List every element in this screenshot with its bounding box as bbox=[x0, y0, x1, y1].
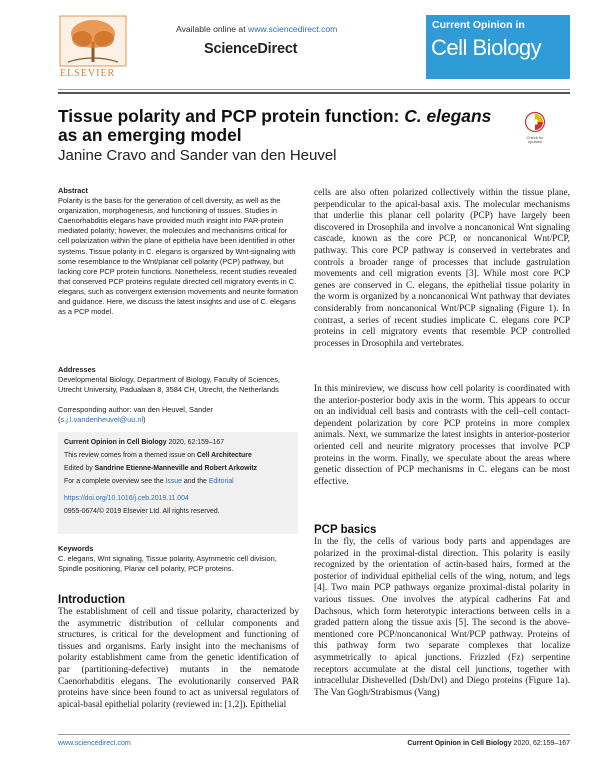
article-title bbox=[58, 107, 508, 145]
header-divider-bottom bbox=[58, 92, 570, 94]
right-paragraph-1 bbox=[314, 188, 570, 350]
pcp-basics-heading: PCP basics bbox=[314, 524, 377, 536]
available-online-line bbox=[176, 24, 337, 34]
title-part-c: as an emerging model bbox=[58, 125, 242, 145]
abstract-section bbox=[58, 186, 298, 317]
citation-journal: Current Opinion in Cell Biology bbox=[64, 439, 167, 446]
right-paragraph-2 bbox=[314, 384, 570, 488]
citation-line bbox=[64, 436, 294, 449]
right-text-1: cells are also often polarized collectively within the tissue plane, perpendicular to the apical-basal axis. The molecular mechanisms that underlie this planar cell polarity (PCP) have largely been discovered in Drosophila and involve a noncanonical Wnt signaling cascade, known as the core PCP, or noncanonical Wnt/PCP, pathway. This core PCP pathway is conserved in vertebrates and controls a broader range of processes that include gastrulation movements and cell migration events [3]. While most core PCP genes are conserved in C. elegans, the epithelial tissue polarity in the worm is organized by a noncanonical Wnt pathway that deviates considerably from noncanonical Wnt/PCP signaling (Figure 1). In contrast, a series of recent studies implicate C. elegans core PCP proteins in cell migratory events that resemble PCP controlled processes in Drosophila and vertebrates. bbox=[314, 188, 570, 349]
journal-line2: Cell Biology bbox=[431, 35, 542, 60]
check-for-updates-icon[interactable] bbox=[524, 111, 546, 137]
corresponding-prefix: Corresponding author: van den Heuvel, Sander ( bbox=[58, 405, 213, 425]
footer-citation bbox=[372, 740, 570, 747]
theme-name: Cell Architecture bbox=[196, 452, 252, 459]
title-part-a: Tissue polarity and PCP protein function: bbox=[58, 106, 405, 126]
addresses-text: Developmental Biology, Department of Biology, Faculty of Sciences, Utrecht University, Padualaan 8, 3584 CH, Utrecht, the Netherlands bbox=[58, 375, 280, 395]
theme-line bbox=[64, 449, 294, 462]
right-paragraph-3 bbox=[314, 537, 570, 699]
article-authors: Janine Cravo and Sander van den Heuvel bbox=[58, 147, 337, 164]
title-part-b: C. elegans bbox=[404, 106, 492, 126]
available-prefix: Available online at bbox=[176, 24, 246, 34]
footer-divider bbox=[58, 734, 570, 735]
doi-link[interactable]: https://doi.org/10.1016/j.ceb.2019.11.004 bbox=[64, 495, 189, 502]
overview-line bbox=[64, 475, 294, 488]
footer-ref: 2020, 62:159–167 bbox=[511, 740, 570, 747]
addresses-section bbox=[58, 365, 298, 395]
citation-ref: 2020, 62:159–167 bbox=[166, 439, 225, 446]
copyright-line: 0955-0674/© 2019 Elsevier Ltd. All rights reserved. bbox=[64, 508, 220, 515]
header-divider-top bbox=[58, 89, 570, 90]
keywords-text: C. elegans, Wnt signaling, Tissue polarity, Asymmetric cell division, Spindle positioning, Planar cell polarity, PCP proteins. bbox=[58, 554, 277, 574]
overview-b: and the bbox=[181, 478, 209, 485]
addresses-heading: Addresses bbox=[58, 365, 96, 374]
elsevier-wordmark: ELSEVIER bbox=[60, 68, 116, 79]
introduction-text: The establishment of cell and tissue polarity, characterized by the asymmetric distribution of cellular components and structures, is critical for the development and functioning of tissues and organisms. Early insight into the mechanisms of polarity establishment came from the genetic identification of par (partitioning-defective) mutants in the nematode Caenorhabditis elegans. The evolutionarily conserved PAR proteins have since been found to act as universal regulators of apical-basal epithelial polarity (reviewed in: [1,2]). Epithelial bbox=[58, 607, 299, 710]
theme-prefix: This review comes from a themed issue on bbox=[64, 452, 197, 459]
abstract-text: Polarity is the basis for the generation of cell diversity, as well as the organization, morphogenesis, and functioning of tissues. Studies in Caenorhabditis elegans have provided much insight into PAR-protein mediated polarity; however, the molecules and mechanisms critical for cell polarization within the plane of epithelia have been identified in other systems. Tissue polarity in C. elegans is organized by Wnt-signaling with some resemblance to the Wnt/planar cell polarity (PCP) pathway, but lacking core PCP protein functions. Nonetheless, recent studies revealed that conserved PCP proteins regulate directed cell migratory events in C. elegans, such as convergent extension movements and neurite formation and guidance. Here, we discuss the latest insights and use of C. elegans as a PCP model. bbox=[58, 196, 298, 317]
keywords-section bbox=[58, 544, 298, 574]
journal-banner bbox=[426, 15, 570, 79]
introduction-heading: Introduction bbox=[58, 594, 126, 606]
edited-prefix: Edited by bbox=[64, 465, 95, 472]
sciencedirect-url-link[interactable]: www.sciencedirect.com bbox=[248, 24, 338, 34]
overview-a: For a complete overview see the bbox=[64, 478, 166, 485]
footer-journal: Current Opinion in Cell Biology bbox=[407, 740, 512, 747]
citation-box bbox=[58, 432, 298, 534]
sciencedirect-wordmark: ScienceDirect bbox=[204, 41, 298, 57]
introduction-body bbox=[58, 607, 299, 711]
edited-line bbox=[64, 462, 294, 475]
editors: Sandrine Etienne-Manneville and Robert Arkowitz bbox=[94, 465, 258, 472]
right-text-3: In the fly, the cells of various body parts and appendages are polarized in the proximal-distal direction. This polarity is easily recognized by the orientation of actin-based hairs, formed at the posterior of individual epithelial cells of the wing, notum, and legs [4]. Two main PCP pathways organize proximal-distal polarity in various tissues. One involves the atypical cadherins Fat and Dachsous, which form heterotypic interactions between cells in a graded pattern along the tissue axis [5]. The second is the above-mentioned core PCP/noncanonical Wnt/PCP pathway. Proteins of this pathway form two separate complexes that localize asymmetrically to apical junctions. Frizzled (Fz) serpentine receptors accumulate at the distal cell junctions, together with intracellular Dishevelled (Dsh/Dvl) and Diego proteins (Figure 1a). The Van Gogh/Strabismus (Vang) bbox=[314, 537, 570, 698]
keywords-heading: Keywords bbox=[58, 544, 94, 553]
journal-line1: Current Opinion in bbox=[432, 19, 525, 31]
abstract-heading: Abstract bbox=[58, 186, 88, 195]
footer-url-link[interactable]: www.sciencedirect.com bbox=[58, 740, 131, 747]
check-for-updates-label: Check for updates bbox=[526, 135, 544, 144]
corresponding-suffix: ) bbox=[143, 415, 146, 425]
corresponding-email-link[interactable]: s.j.l.vandenheuvel@uu.nl bbox=[60, 415, 144, 425]
editorial-link[interactable]: Editorial bbox=[208, 478, 234, 485]
corresponding-author bbox=[58, 405, 298, 425]
issue-link[interactable]: Issue bbox=[165, 478, 182, 485]
right-text-2: In this minireview, we discuss how cell polarity is coordinated with the anterior-posterior body axis in the worm. This appears to occur on an individual cell basis and contrasts with the cell–cell contact-dependent polarization by core PCP proteins in more complex animals. Next, we summarize the latest insights in anterior-posterior oriented cell and neurite migratory processes that involve PCP proteins in the worm. Finally, we speculate about the areas where genetic dissection of PCP mechanisms in C. elegans can be most effective. bbox=[314, 384, 570, 487]
